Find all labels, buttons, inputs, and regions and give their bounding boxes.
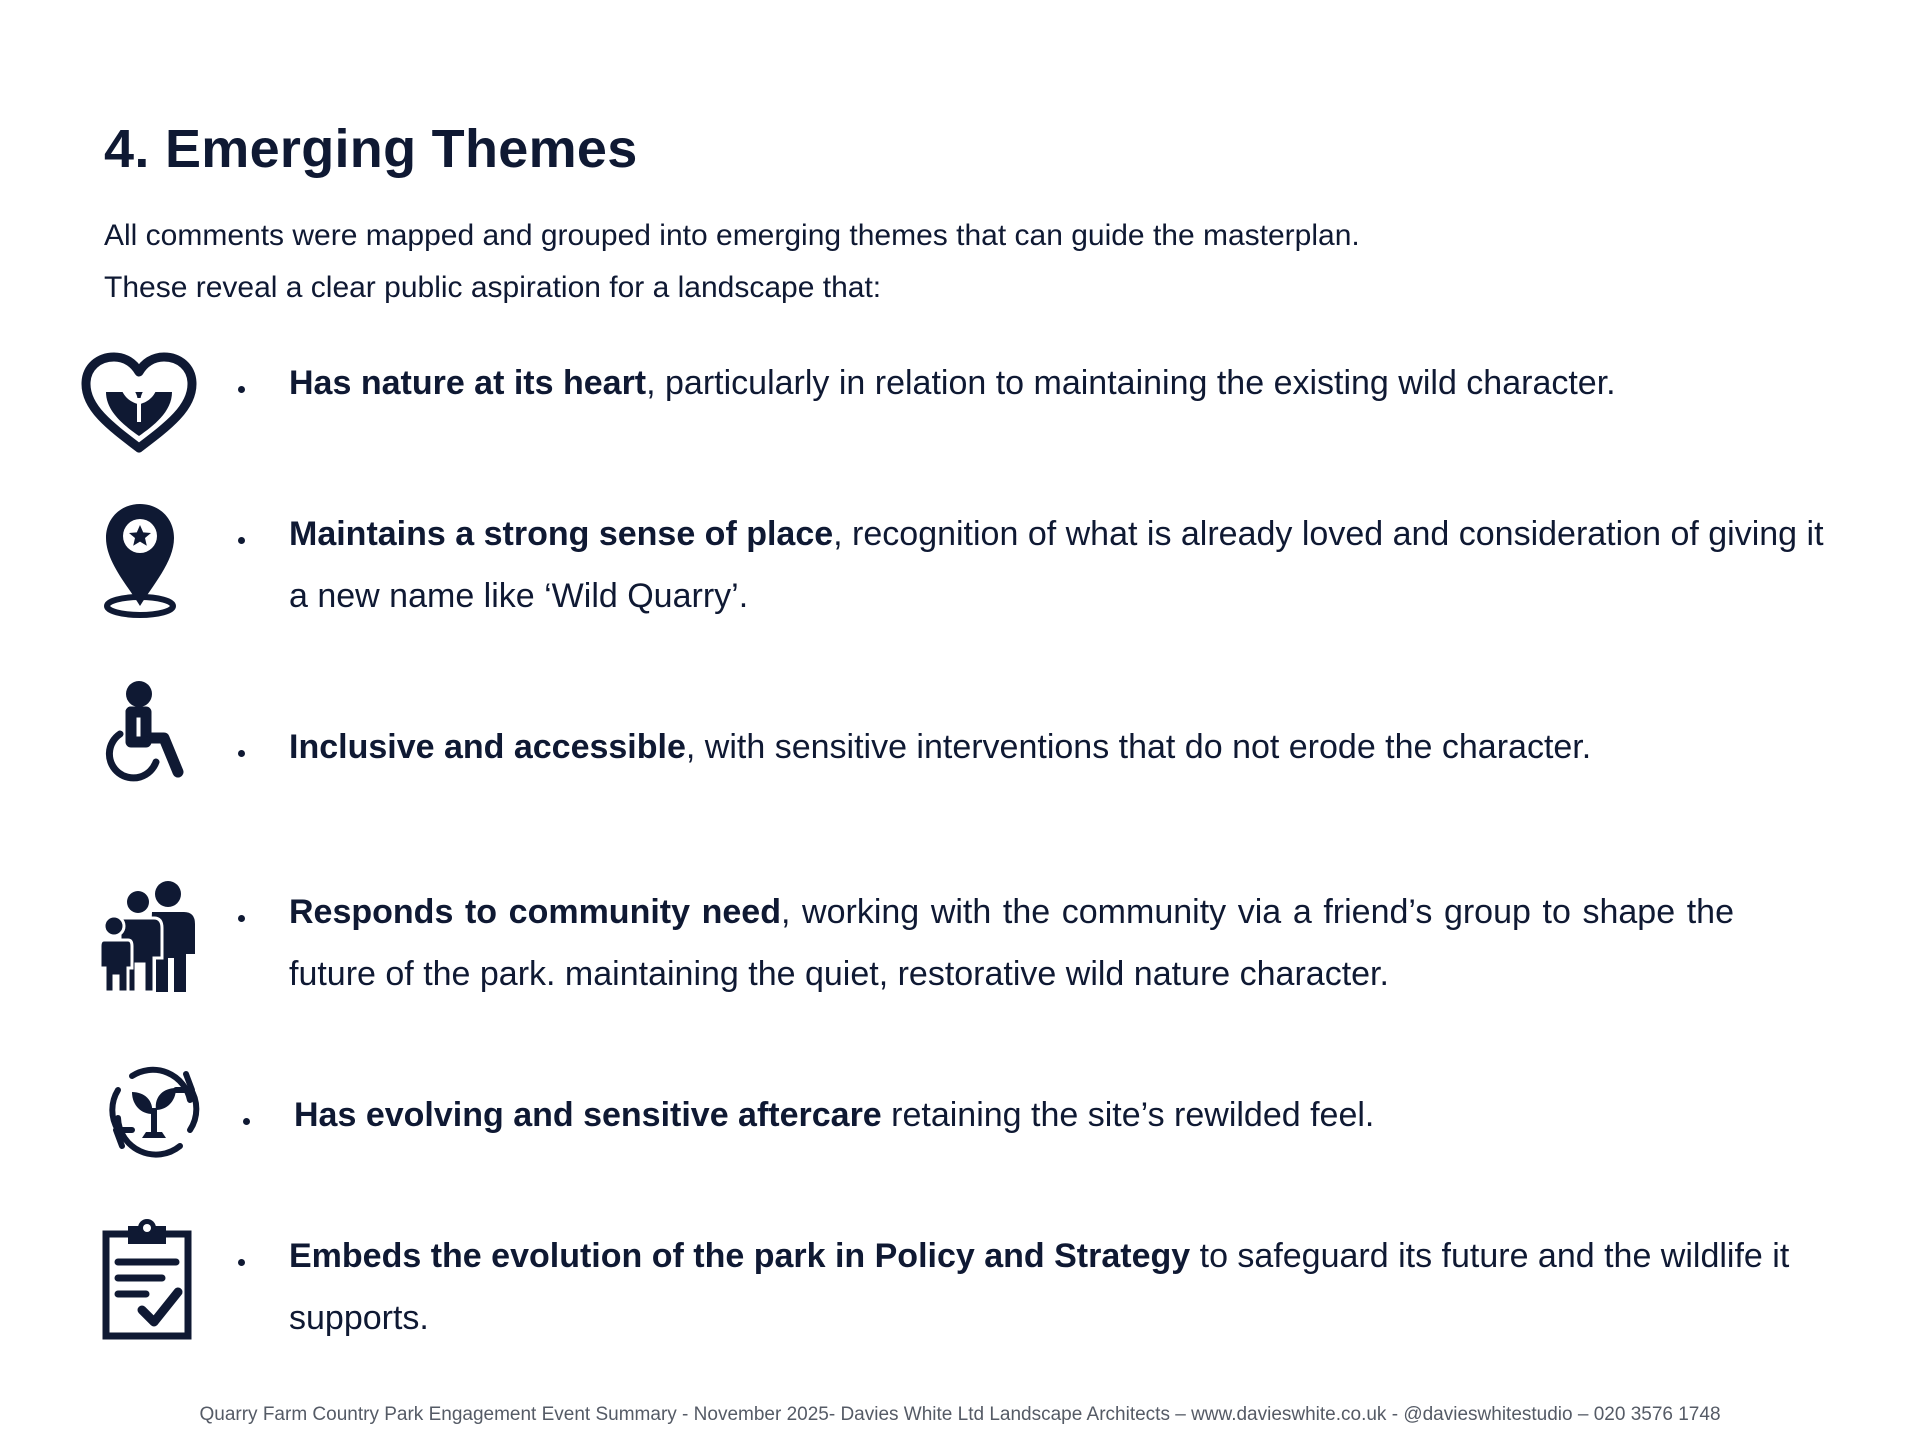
page-title: 4. Emerging Themes <box>104 119 638 179</box>
bullet <box>238 1259 245 1266</box>
bullet <box>243 1118 250 1125</box>
theme-heading: Maintains a strong sense of place <box>289 515 834 553</box>
bullet <box>238 537 245 544</box>
theme-text <box>289 1225 1809 1349</box>
location-star-pin-icon <box>100 500 180 620</box>
bullet <box>238 915 245 922</box>
heart-sprout-icon <box>80 352 198 456</box>
theme-text <box>289 716 1849 778</box>
theme-heading: Inclusive and accessible <box>289 728 686 766</box>
intro-text <box>104 210 1804 314</box>
theme-description: to safeguard its future and the wildlife it supports. <box>289 1237 1790 1337</box>
theme-description: retaining the site’s rewilded feel. <box>881 1096 1375 1134</box>
wheelchair-accessibility-icon <box>98 680 186 784</box>
community-group-icon <box>100 880 200 996</box>
theme-description: , particularly in relation to maintaining the existing wild character. <box>646 364 1616 402</box>
theme-heading: Responds to community need <box>289 893 781 931</box>
theme-description: , with sensitive interventions that do not erode the character. <box>685 728 1592 766</box>
theme-heading: Has evolving and sensitive aftercare <box>294 1096 882 1134</box>
intro-line-1: All comments were mapped and grouped into emerging themes that can guide the masterplan. <box>104 219 1360 252</box>
theme-description: , working with the community via a friend’s group to shape the future of the park. maintaining the quiet, restorative wild nature character. <box>289 893 1734 993</box>
theme-text <box>294 1084 1854 1146</box>
theme-text <box>289 881 1734 1005</box>
page-footer: Quarry Farm Country Park Engagement Event Summary - November 2025- Davies White Ltd Landscape Architects – www.davieswhite.co.uk - @davieswhitestudio – 020 3576 1748 <box>199 1404 1721 1425</box>
theme-text <box>289 503 1849 627</box>
theme-heading: Has nature at its heart <box>289 364 647 402</box>
theme-text <box>289 352 1849 414</box>
theme-heading: Embeds the evolution of the park in Policy and Strategy <box>289 1237 1191 1275</box>
clipboard-check-icon <box>102 1218 192 1340</box>
bullet <box>238 386 245 393</box>
theme-description: , recognition of what is already loved and consideration of giving it a new name like ‘Wild Quarry’. <box>289 515 1824 615</box>
bullet <box>238 750 245 757</box>
sprout-cycle-icon <box>104 1060 204 1160</box>
intro-line-2: These reveal a clear public aspiration for a landscape that: <box>104 271 882 304</box>
